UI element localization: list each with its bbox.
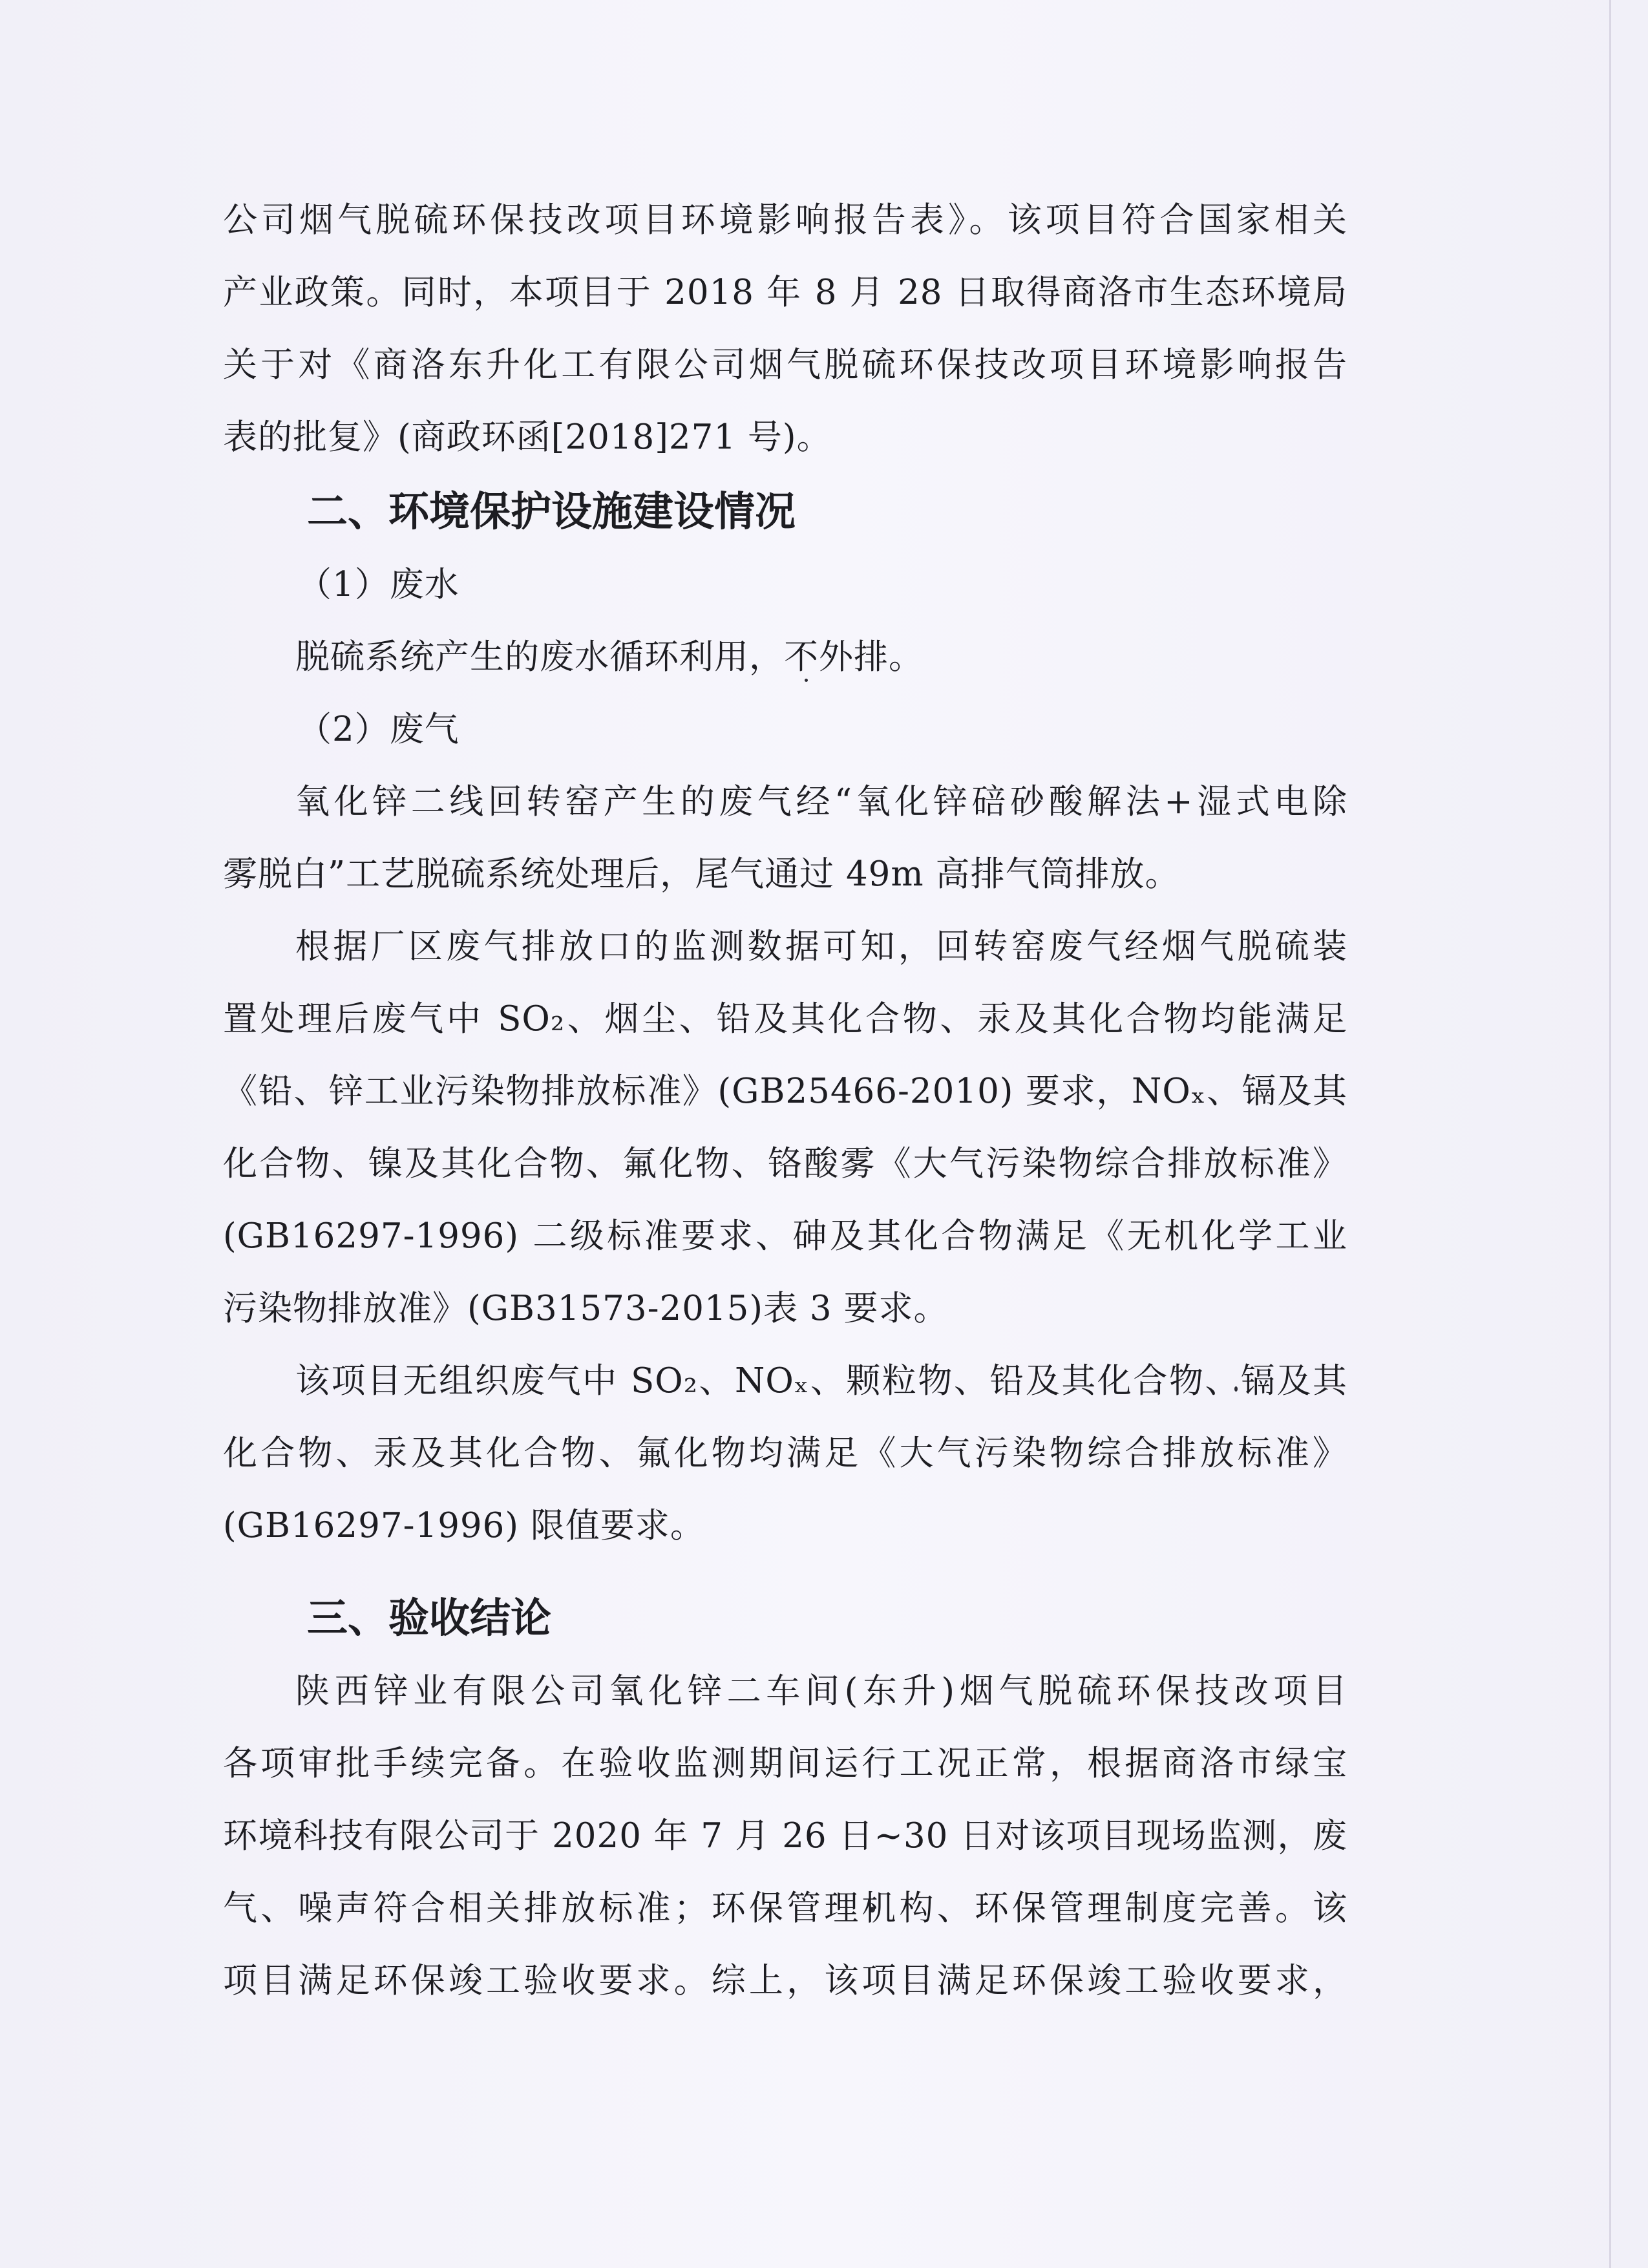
- monitoring-line: 置处理后废气中 SO₂、烟尘、铅及其化合物、汞及其化合物均能满足: [223, 999, 1347, 1039]
- monitoring-line: 《铅、锌工业污染物排放标准》(GB25466-2010) 要求，NOₓ、镉及其: [223, 1072, 1347, 1111]
- monitoring-line: 根据厂区废气排放口的监测数据可知，回转窑废气经烟气脱硫装: [295, 927, 1347, 966]
- conclusion-line: 环境科技有限公司于 2020 年 7 月 26 日~30 日对该项目现场监测，废: [223, 1816, 1347, 1856]
- intro-line: 公司烟气脱硫环保技改项目环境影响报告表》。该项目符合国家相关: [223, 200, 1347, 240]
- wastewater-label: （1）废水: [297, 565, 460, 604]
- intro-line: 产业政策。同时，本项目于 2018 年 8 月 28 日取得商洛市生态环境局: [223, 273, 1347, 312]
- monitoring-line: (GB16297-1996) 二级标准要求、砷及其化合物满足《无机化学工业: [223, 1216, 1347, 1256]
- section-3-heading: 三、验收结论: [307, 1594, 551, 1642]
- conclusion-line: 项目满足环保竣工验收要求。综上，该项目满足环保竣工验收要求，: [223, 1961, 1347, 2000]
- section-gap: [223, 1562, 1347, 1580]
- intro-line: 关于对《商洛东升化工有限公司烟气脱硫环保技改项目环境影响报告: [223, 345, 1347, 385]
- waste-gas-label: （2）废气: [297, 710, 460, 749]
- intro-line: 表的批复》(商政环函[2018]271 号)。: [223, 418, 832, 457]
- document-body: [223, 184, 1347, 2017]
- fugitive-line: 化合物、汞及其化合物、氟化物均满足《大气污染物综合排放标准》: [223, 1434, 1347, 1473]
- waste-gas-line: 雾脱白”工艺脱硫系统处理后，尾气通过 49m 高排气筒排放。: [223, 854, 1180, 894]
- fugitive-line: 该项目无组织废气中 SO₂、NOₓ、颗粒物、铅及其化合物、镉及其: [295, 1361, 1347, 1401]
- monitoring-line: 化合物、镍及其化合物、氟化物、铬酸雾《大气污染物综合排放标准》: [223, 1144, 1347, 1183]
- conclusion-line: 气、噪声符合相关排放标准；环保管理机构、环保管理制度完善。该: [223, 1889, 1347, 1928]
- conclusion-line: 陕西锌业有限公司氧化锌二车间(东升)烟气脱硫环保技改项目: [295, 1671, 1347, 1711]
- page-edge-line: [1609, 0, 1611, 2268]
- section-2-heading: 二、环境保护设施建设情况: [307, 487, 796, 535]
- conclusion-line: 各项审批手续完备。在验收监测期间运行工况正常，根据商洛市绿宝: [223, 1744, 1347, 1783]
- wastewater-text: 脱硫系统产生的废水循环利用，不外排。: [295, 637, 924, 677]
- fugitive-line: (GB16297-1996) 限值要求。: [223, 1506, 705, 1545]
- monitoring-line: 污染物排放准》(GB31573-2015)表 3 要求。: [223, 1289, 949, 1328]
- waste-gas-line: 氧化锌二线回转窑产生的废气经“氧化锌碚砂酸解法+湿式电除: [295, 782, 1347, 821]
